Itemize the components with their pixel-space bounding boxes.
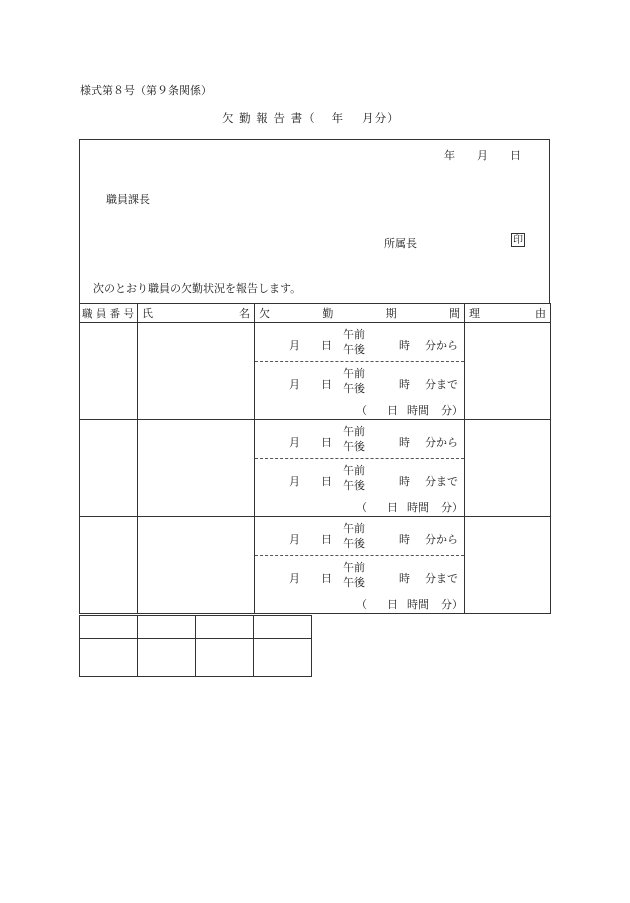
period-duration — [255, 497, 464, 515]
period-to — [255, 556, 464, 594]
to-month: 月 — [289, 572, 300, 585]
to-am: 午前 — [343, 464, 365, 477]
from-ampm — [343, 327, 365, 357]
from-day: 日 — [321, 533, 332, 546]
staff-no-cell[interactable] — [80, 323, 138, 420]
stamp-cell[interactable] — [80, 639, 138, 677]
staff-no-cell[interactable] — [80, 517, 138, 614]
sender-label: 所属長 — [384, 237, 417, 250]
header-period-a: 欠 — [259, 307, 270, 320]
title-main: 欠 勤 報 告 書（ — [222, 111, 316, 125]
from-month: 月 — [289, 533, 300, 546]
from-ampm — [343, 521, 365, 551]
from-am: 午前 — [343, 328, 365, 341]
title-month-suffix: 月分） — [362, 111, 400, 125]
from-pm: 午後 — [343, 343, 365, 356]
seal-mark: 印 — [513, 235, 523, 246]
period-duration — [255, 400, 464, 418]
reason-cell[interactable] — [465, 323, 551, 420]
duration-hours: 時間 — [407, 404, 429, 417]
header-reason-b: 由 — [535, 307, 546, 320]
duration-minutes: 分） — [441, 501, 463, 514]
header-staff-no — [80, 304, 138, 323]
name-cell[interactable] — [138, 420, 255, 517]
period-from — [255, 323, 464, 362]
to-am: 午前 — [343, 367, 365, 380]
header-staff-no-text: 職 員 番 号 — [82, 307, 135, 320]
to-hour: 時 — [399, 572, 410, 585]
title-year-label: 年 — [331, 111, 345, 125]
period-duration — [255, 594, 464, 612]
form-title — [222, 110, 400, 126]
to-am: 午前 — [343, 561, 365, 574]
from-hour: 時 — [399, 436, 410, 449]
from-tail: 分から — [425, 436, 458, 449]
stamp-cell[interactable] — [254, 639, 312, 677]
header-period-c: 期 — [385, 307, 397, 320]
form-id: 様式第８号（第９条関係） — [80, 84, 212, 97]
duration-day: 日 — [387, 404, 398, 417]
from-tail: 分から — [425, 533, 458, 546]
period-cell — [255, 323, 465, 420]
header-name — [138, 304, 255, 323]
name-cell[interactable] — [138, 323, 255, 420]
duration-minutes: 分） — [441, 404, 463, 417]
stamp-header-cell[interactable] — [254, 616, 312, 639]
period-from — [255, 420, 464, 459]
duration-open: （ — [356, 404, 367, 417]
duration-day: 日 — [387, 501, 398, 514]
table-header-row — [80, 304, 551, 323]
header-frame — [79, 139, 550, 303]
stamp-cell[interactable] — [138, 639, 196, 677]
stamp-header-cell[interactable] — [138, 616, 196, 639]
header-name-a: 氏 — [142, 307, 153, 320]
from-ampm — [343, 424, 365, 454]
header-period — [255, 304, 465, 323]
to-pm: 午後 — [343, 479, 365, 492]
name-cell[interactable] — [138, 517, 255, 614]
absence-table — [79, 303, 551, 614]
duration-hours: 時間 — [407, 598, 429, 611]
stamp-header-cell[interactable] — [80, 616, 138, 639]
to-hour: 時 — [399, 378, 410, 391]
to-day: 日 — [321, 378, 332, 391]
header-reason — [465, 304, 551, 323]
from-tail: 分から — [425, 339, 458, 352]
to-tail: 分まで — [425, 378, 458, 391]
header-period-d: 間 — [448, 307, 460, 320]
stamp-header-cell[interactable] — [196, 616, 254, 639]
header-name-b: 名 — [239, 307, 250, 320]
table-row — [80, 323, 551, 420]
from-pm: 午後 — [343, 537, 365, 550]
from-am: 午前 — [343, 425, 365, 438]
to-month: 月 — [289, 475, 300, 488]
from-day: 日 — [321, 436, 332, 449]
duration-hours: 時間 — [407, 501, 429, 514]
duration-open: （ — [356, 598, 367, 611]
from-month: 月 — [289, 339, 300, 352]
date-month: 月 — [477, 149, 488, 162]
period-to — [255, 362, 464, 400]
stamp-row — [80, 639, 312, 677]
to-month: 月 — [289, 378, 300, 391]
date-line — [444, 147, 521, 163]
to-hour: 時 — [399, 475, 410, 488]
to-tail: 分まで — [425, 572, 458, 585]
from-hour: 時 — [399, 533, 410, 546]
table-row — [80, 517, 551, 614]
to-ampm — [343, 463, 365, 493]
approval-stamp-table — [79, 615, 312, 677]
period-cell — [255, 420, 465, 517]
report-text: 次のとおり職員の欠勤状況を報告します。 — [93, 282, 302, 295]
staff-no-cell[interactable] — [80, 420, 138, 517]
to-tail: 分まで — [425, 475, 458, 488]
from-am: 午前 — [343, 522, 365, 535]
duration-day: 日 — [387, 598, 398, 611]
addressee: 職員課長 — [106, 193, 150, 206]
to-day: 日 — [321, 572, 332, 585]
reason-cell[interactable] — [465, 517, 551, 614]
to-pm: 午後 — [343, 382, 365, 395]
header-period-b: 勤 — [322, 307, 334, 320]
period-cell — [255, 517, 465, 614]
reason-cell[interactable] — [465, 420, 551, 517]
to-ampm — [343, 366, 365, 396]
to-pm: 午後 — [343, 576, 365, 589]
duration-open: （ — [356, 501, 367, 514]
from-day: 日 — [321, 339, 332, 352]
from-pm: 午後 — [343, 440, 365, 453]
stamp-header-row — [80, 616, 312, 639]
from-hour: 時 — [399, 339, 410, 352]
period-from — [255, 517, 464, 556]
date-year: 年 — [444, 149, 455, 162]
to-day: 日 — [321, 475, 332, 488]
to-ampm — [343, 560, 365, 590]
table-row — [80, 420, 551, 517]
header-reason-a: 理 — [469, 307, 480, 320]
date-day: 日 — [510, 149, 521, 162]
period-to — [255, 459, 464, 497]
from-month: 月 — [289, 436, 300, 449]
duration-minutes: 分） — [441, 598, 463, 611]
stamp-cell[interactable] — [196, 639, 254, 677]
